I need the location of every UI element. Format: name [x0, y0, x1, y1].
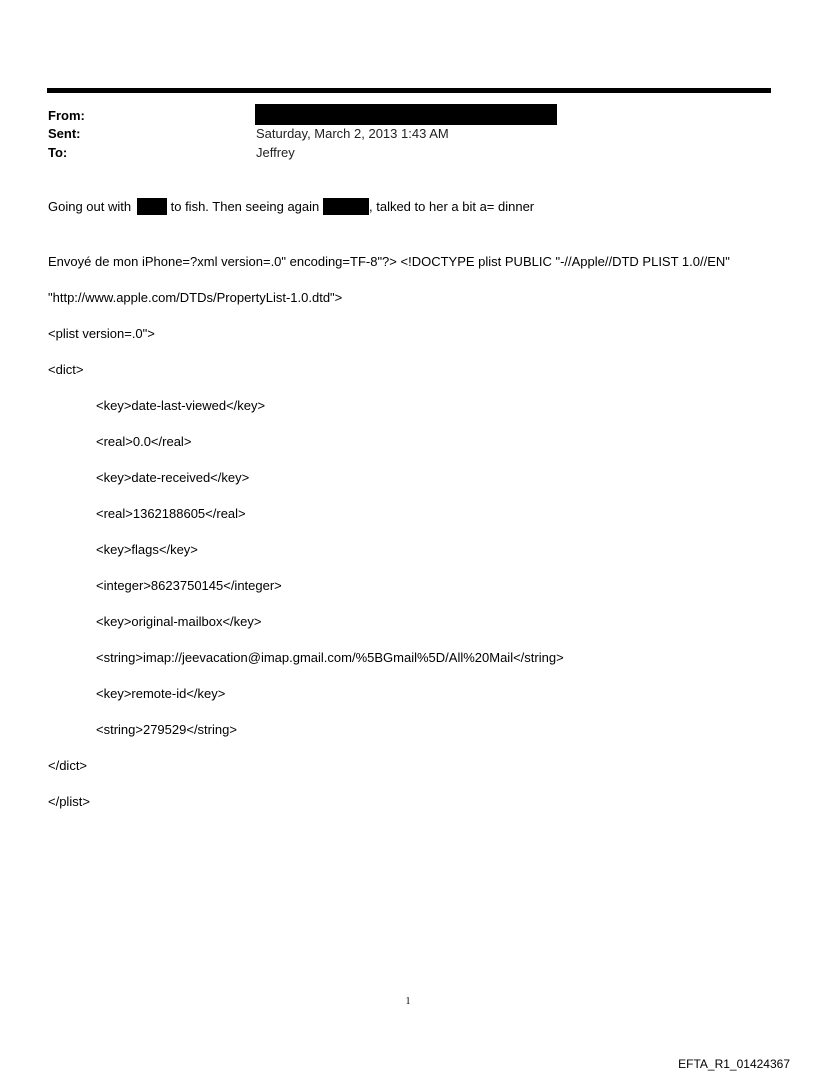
code-line: Envoyé de mon iPhone=?xml version=.0" encoding=TF-8"?> <!DOCTYPE plist PUBLIC "-//Apple//DTD PLIST 1.0//EN" — [48, 254, 730, 269]
code-line: <real>1362188605</real> — [96, 506, 246, 521]
sent-value: Saturday, March 2, 2013 1:43 AM — [256, 126, 449, 141]
code-line: </plist> — [48, 794, 90, 809]
code-line: <key>date-received</key> — [96, 470, 250, 485]
redacted-from-value — [255, 104, 557, 125]
header-rule — [47, 88, 771, 93]
message-part-3: , talked to her a bit a= dinner — [369, 199, 535, 214]
code-line: <key>remote-id</key> — [96, 686, 226, 701]
code-line: <string>279529</string> — [96, 722, 237, 737]
plist-block — [48, 235, 730, 829]
redacted-name-2 — [323, 198, 369, 215]
message-part-1: Going out with — [48, 199, 132, 214]
code-line: </dict> — [48, 758, 88, 773]
code-line: "http://www.apple.com/DTDs/PropertyList-1.0.dtd"> — [48, 290, 343, 305]
code-line: <key>date-last-viewed</key> — [96, 398, 266, 413]
sent-label: Sent: — [48, 126, 81, 141]
code-line: <key>flags</key> — [96, 542, 198, 557]
page-number: 1 — [405, 996, 411, 1007]
to-value: Jeffrey — [256, 145, 295, 160]
bates-number: EFTA_R1_01424367 — [678, 1057, 790, 1071]
code-line: <string>imap://jeevacation@imap.gmail.com/%5BGmail%5D/All%20Mail</string> — [96, 650, 564, 665]
code-line: <key>original-mailbox</key> — [96, 614, 262, 629]
to-label: To: — [48, 145, 68, 160]
code-line: <dict> — [48, 362, 84, 377]
message-part-2: to fish. Then seeing again — [167, 199, 320, 214]
from-label: From: — [48, 108, 85, 123]
code-line: <integer>8623750145</integer> — [96, 578, 282, 593]
code-line: <real>0.0</real> — [96, 434, 192, 449]
code-line: <plist version=.0"> — [48, 326, 155, 341]
redacted-name-1 — [137, 198, 167, 215]
